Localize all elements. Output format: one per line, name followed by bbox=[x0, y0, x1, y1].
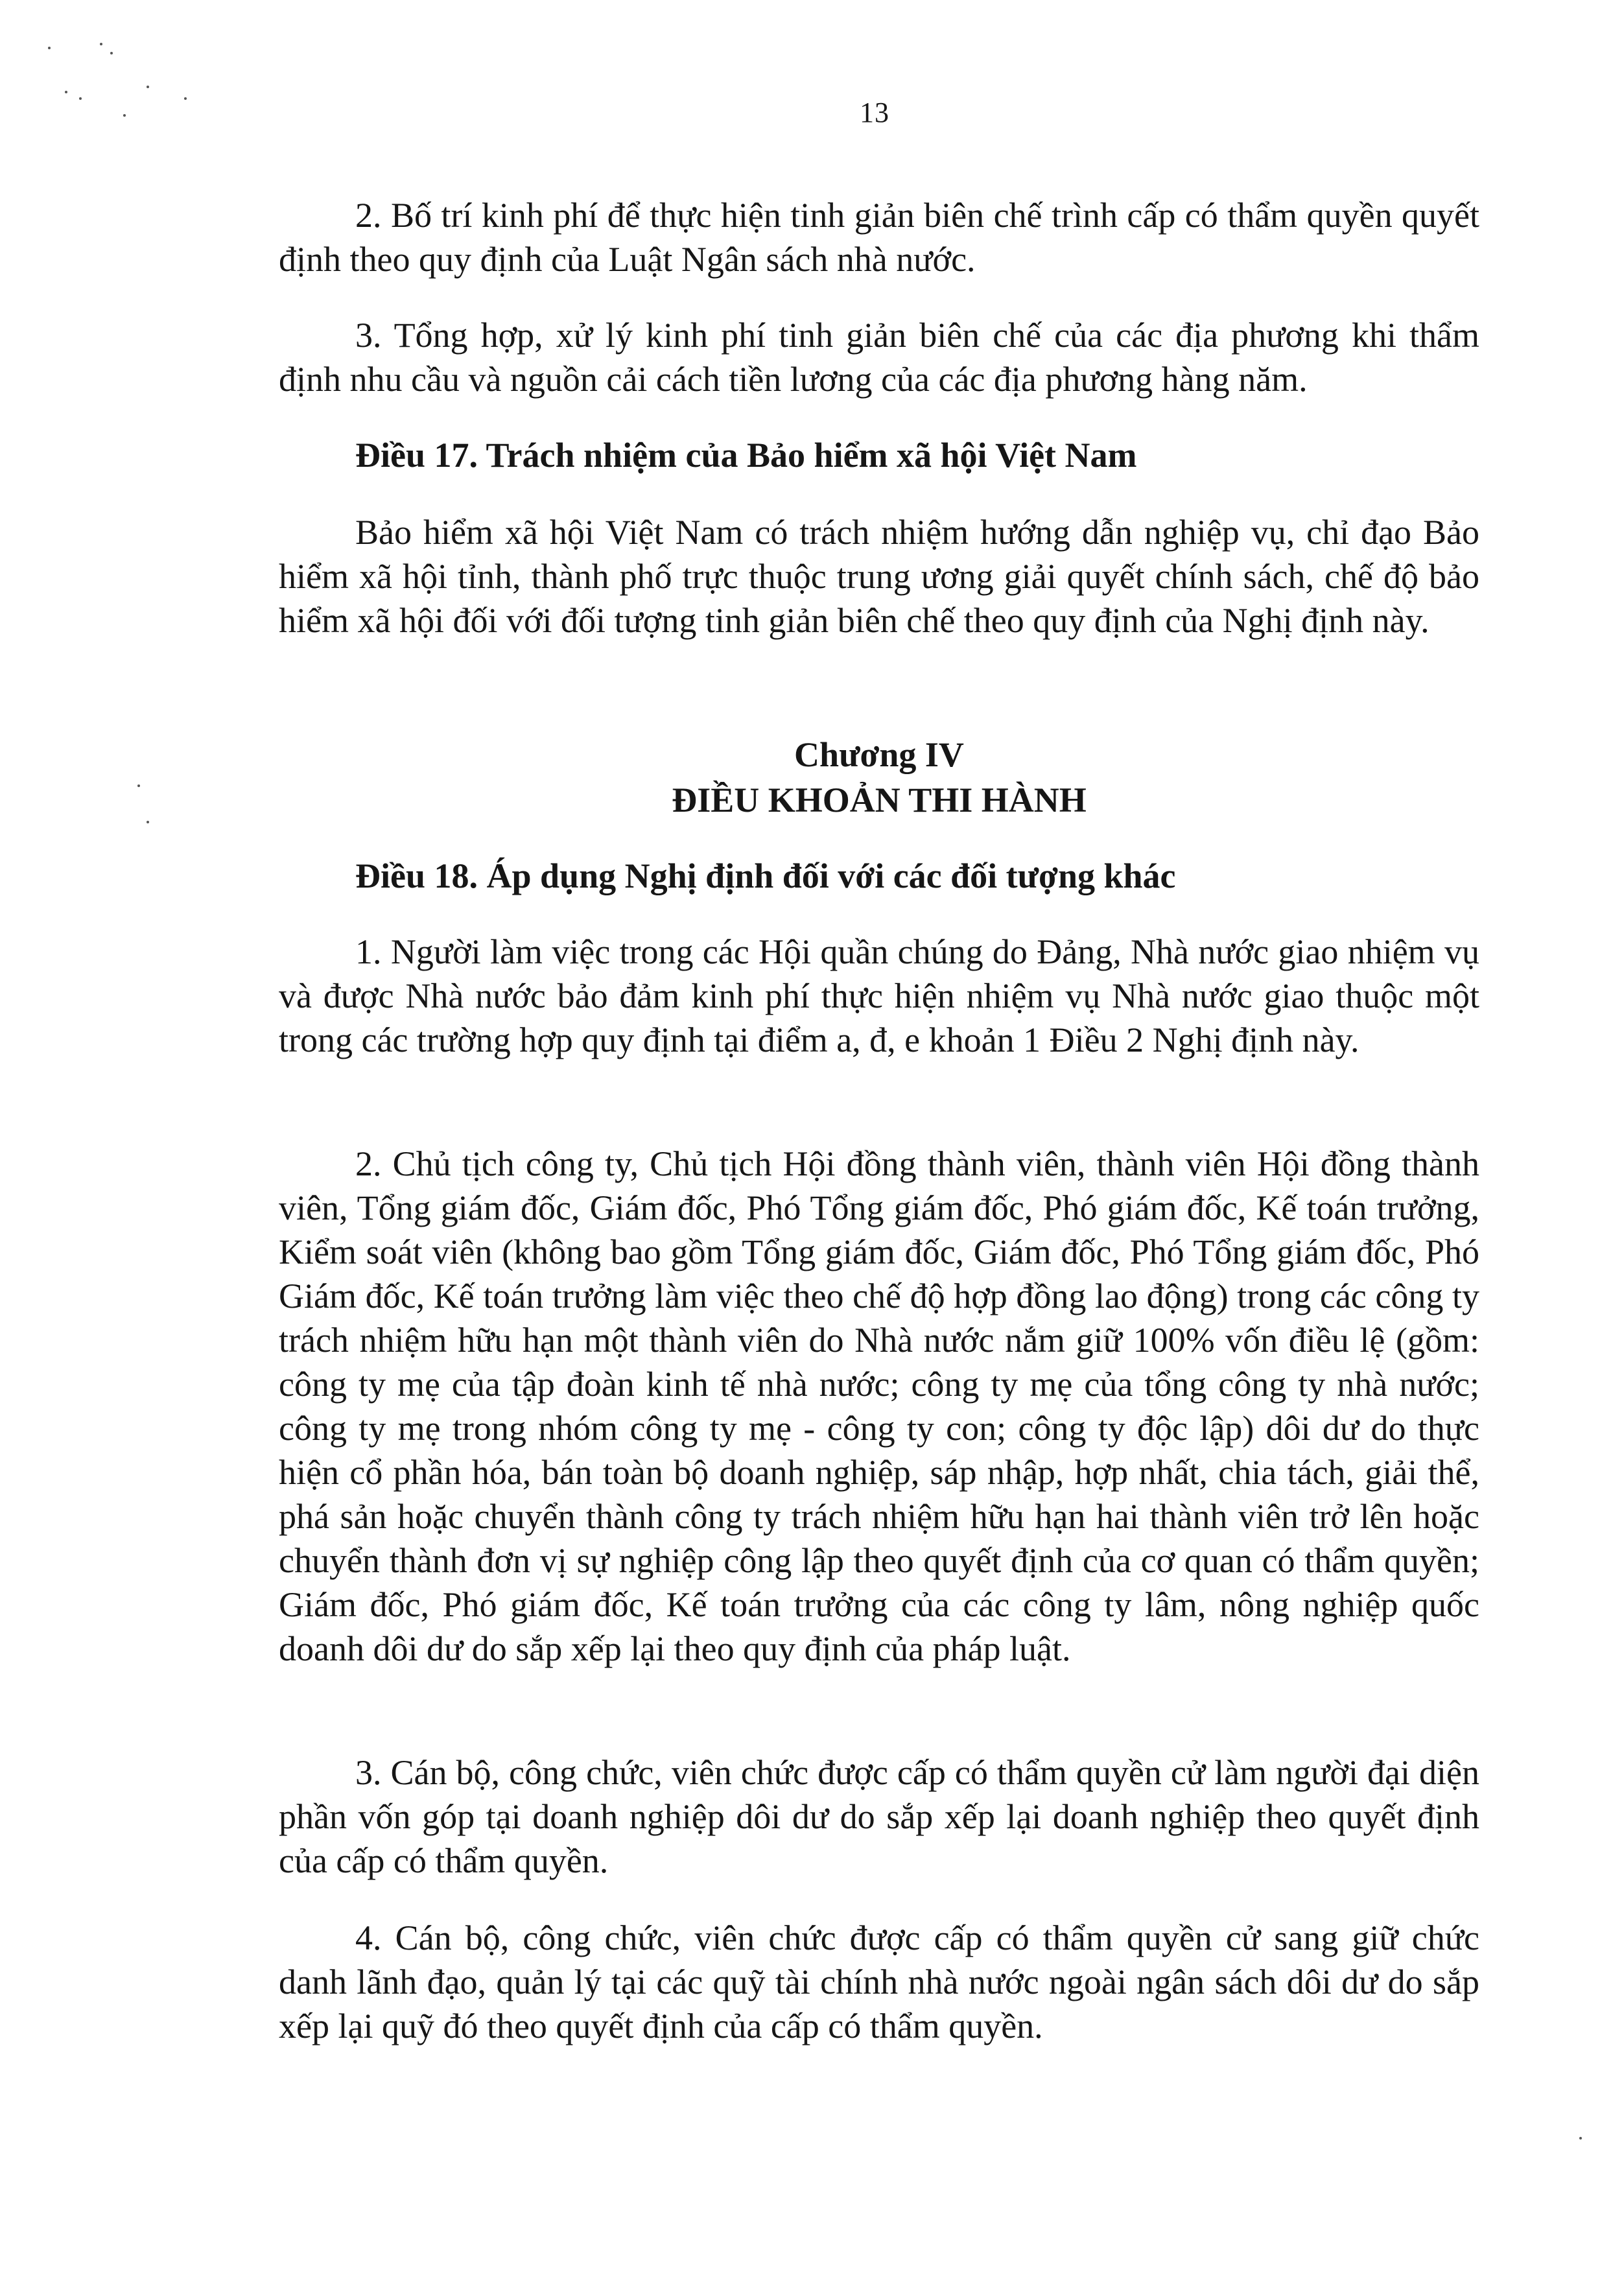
article-17-heading: Điều 17. Trách nhiệm của Bảo hiểm xã hội Việt Nam bbox=[355, 436, 1137, 475]
chapter-title: Chương IV bbox=[794, 735, 964, 774]
scan-speck bbox=[147, 86, 149, 88]
scan-speck bbox=[79, 97, 82, 100]
scan-speck bbox=[147, 821, 149, 823]
article-18-clause-2: 2. Chủ tịch công ty, Chủ tịch Hội đồng thành viên, thành viên Hội đồng thành viên, Tổng giám đốc, Giám đốc, Phó Tổng giám đốc, Phó giám đốc, Kế toán trưởng, Kiểm soát viên (không bao gồm Tổng giám đốc, Giám đốc, Phó Tổng giám đốc, Phó Giám đốc, Kế toán trưởng làm việc theo chế độ hợp đồng lao động) trong các công ty trách nhiệm hữu hạn một thành viên do Nhà nước nắm giữ 100% vốn điều lệ (gồm: công ty mẹ của tập đoàn kinh tế nhà nước; công ty mẹ của tổng công ty nhà nước; công ty mẹ trong nhóm công ty mẹ - công ty con; công ty độc lập) dôi dư do thực hiện cổ phần hóa, bán toàn bộ doanh nghiệp, sáp nhập, hợp nhất, chia tách, giải thể, phá sản hoặc chuyển thành công ty trách nhiệm hữu hạn hai thành viên trở lên hoặc chuyển thành đơn vị sự nghiệp công lập theo quyết định của cơ quan có thẩm quyền; Giám đốc, Phó giám đốc, Kế toán trưởng của các công ty lâm, nông nghiệp quốc doanh dôi dư do sắp xếp lại theo quy định của pháp luật. bbox=[279, 1144, 1479, 1668]
article-18-clause-1: 1. Người làm việc trong các Hội quần chúng do Đảng, Nhà nước giao nhiệm vụ và được Nhà nước bảo đảm kinh phí thực hiện nhiệm vụ Nhà nước giao thuộc một trong các trường hợp quy định tại điểm a, đ, e khoản 1 Điều 2 Nghị định này. bbox=[279, 932, 1479, 1059]
scan-speck bbox=[137, 784, 140, 787]
chapter-subtitle: ĐIỀU KHOẢN THI HÀNH bbox=[672, 781, 1087, 819]
scan-speck bbox=[1579, 2137, 1582, 2139]
article-18-clause-4: 4. Cán bộ, công chức, viên chức được cấp có thẩm quyền cử sang giữ chức danh lãnh đạo, quản lý tại các quỹ tài chính nhà nước ngoài ngân sách dôi dư do sắp xếp lại quỹ đó theo quyết định của cấp có thẩm quyền. bbox=[279, 1918, 1479, 2045]
scan-speck bbox=[123, 114, 126, 117]
article-18-heading: Điều 18. Áp dụng Nghị định đối với các đối tượng khác bbox=[355, 856, 1176, 895]
paragraph-2: 2. Bố trí kinh phí để thực hiện tinh giản biên chế trình cấp có thẩm quyền quyết định theo quy định của Luật Ngân sách nhà nước. bbox=[279, 196, 1479, 279]
scan-speck bbox=[110, 52, 113, 54]
scan-speck bbox=[100, 43, 102, 45]
scan-speck bbox=[65, 91, 67, 93]
article-17-body: Bảo hiểm xã hội Việt Nam có trách nhiệm hướng dẫn nghiệp vụ, chỉ đạo Bảo hiểm xã hội tỉnh, thành phố trực thuộc trung ương giải quyết chính sách, chế độ bảo hiểm xã hội đối với đối tượng tinh giản biên chế theo quy định của Nghị định này. bbox=[279, 513, 1479, 640]
page-number: 13 bbox=[860, 97, 889, 128]
paragraph-3: 3. Tổng hợp, xử lý kinh phí tinh giản biên chế của các địa phương khi thẩm định nhu cầu và nguồn cải cách tiền lương của các địa phương hàng năm. bbox=[279, 316, 1479, 399]
article-18-clause-3: 3. Cán bộ, công chức, viên chức được cấp có thẩm quyền cử làm người đại diện phần vốn góp tại doanh nghiệp dôi dư do sắp xếp lại doanh nghiệp theo quyết định của cấp có thẩm quyền. bbox=[279, 1753, 1479, 1880]
scan-speck bbox=[48, 47, 51, 49]
scan-speck bbox=[184, 97, 187, 100]
